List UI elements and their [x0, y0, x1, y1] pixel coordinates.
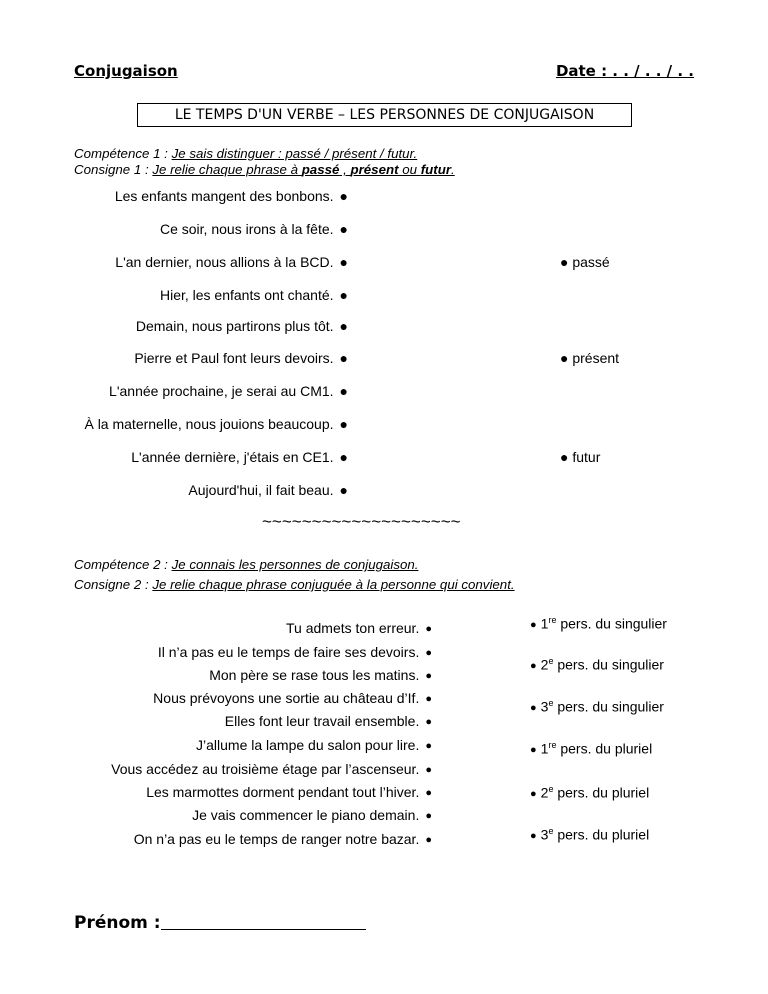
- link-dot[interactable]: ●: [530, 701, 537, 714]
- tilde-separator: ~~~~~~~~~~~~~~~~~~~~: [262, 512, 461, 531]
- ex1-sentence: À la maternelle, nous jouions beaucoup. ●: [84, 416, 348, 432]
- link-dot[interactable]: ●: [560, 350, 569, 366]
- link-dot[interactable]: ●: [560, 449, 569, 465]
- ex2-sentence: Il n’a pas eu le temps de faire ses devoirs. ●: [157, 644, 432, 660]
- worksheet-title: LE TEMPS D'UN VERBE – LES PERSONNES DE CONJUGAISON: [137, 103, 632, 127]
- person-3-plural: ● 3e pers. du pluriel: [530, 826, 650, 843]
- ex1-sentence: Pierre et Paul font leurs devoirs. ●: [134, 350, 348, 366]
- link-dot[interactable]: ●: [425, 716, 432, 728]
- consigne-1: [74, 162, 455, 177]
- consigne-1-text: Je relie chaque phrase à passé , présent ou futur.: [152, 162, 455, 177]
- link-dot[interactable]: ●: [339, 221, 348, 237]
- consigne-2-prefix: Consigne 2 :: [74, 577, 153, 592]
- ex1-sentence: L'année dernière, j'étais en CE1. ●: [131, 449, 348, 465]
- link-dot[interactable]: ●: [339, 188, 348, 204]
- link-dot[interactable]: ●: [560, 254, 569, 270]
- link-dot[interactable]: ●: [425, 834, 432, 846]
- link-dot[interactable]: ●: [339, 449, 348, 465]
- ex1-sentence: Demain, nous partirons plus tôt. ●: [135, 318, 348, 334]
- ex2-sentence: On n’a pas eu le temps de ranger notre bazar. ●: [133, 831, 432, 847]
- link-dot[interactable]: ●: [425, 810, 432, 822]
- link-dot[interactable]: ●: [425, 623, 432, 635]
- person-1-plural: ● 1re pers. du pluriel: [530, 740, 653, 757]
- consigne-2-text: Je relie chaque phrase conjuguée à la personne qui convient.: [152, 577, 515, 592]
- ex1-sentence: Les enfants mangent des bonbons. ●: [114, 188, 348, 204]
- link-dot[interactable]: ●: [425, 740, 432, 752]
- link-dot[interactable]: ●: [530, 829, 537, 842]
- competence-1: [74, 146, 417, 161]
- link-dot[interactable]: ●: [339, 287, 348, 303]
- ex1-sentence: Aujourd'hui, il fait beau. ●: [188, 482, 348, 498]
- person-2-plural: ● 2e pers. du pluriel: [530, 784, 650, 801]
- ex2-sentence: Elles font leur travail ensemble. ●: [224, 713, 432, 729]
- ex2-sentence: Mon père se rase tous les matins. ●: [209, 667, 432, 683]
- person-1-singular: ● 1re pers. du singulier: [530, 615, 667, 632]
- link-dot[interactable]: ●: [425, 647, 432, 659]
- ex1-sentence: Hier, les enfants ont chanté. ●: [159, 287, 348, 303]
- link-dot[interactable]: ●: [530, 618, 537, 631]
- ex1-sentence: L'année prochaine, je serai au CM1. ●: [109, 383, 348, 399]
- competence-2-prefix: Compétence 2 :: [74, 557, 172, 572]
- subject-heading: Conjugaison: [74, 62, 178, 80]
- link-dot[interactable]: ●: [339, 416, 348, 432]
- link-dot[interactable]: ●: [530, 743, 537, 756]
- ex2-sentence: Nous prévoyons une sortie au château d’If. ●: [153, 690, 432, 706]
- answer-present: ● présent: [560, 350, 620, 366]
- answer-futur: ● futur: [560, 449, 601, 465]
- ex1-sentence: Ce soir, nous irons à la fête. ●: [159, 221, 348, 237]
- ex2-sentence: Tu admets ton erreur. ●: [286, 620, 432, 636]
- person-3-singular: ● 3e pers. du singulier: [530, 698, 664, 715]
- person-2-singular: ● 2e pers. du singulier: [530, 656, 664, 673]
- prenom-label: Prénom :: [74, 913, 161, 933]
- competence-2-text: Je connais les personnes de conjugaison.: [171, 557, 419, 572]
- ex2-sentence: Les marmottes dorment pendant tout l’hiver. ●: [146, 784, 432, 800]
- consigne-2: [74, 577, 515, 592]
- competence-2: [74, 557, 418, 572]
- ex2-sentence: Vous accédez au troisième étage par l’ascenseur. ●: [111, 761, 432, 777]
- link-dot[interactable]: ●: [530, 659, 537, 672]
- prenom-input-line[interactable]: [161, 915, 366, 930]
- competence-1-text: Je sais distinguer : passé / présent / futur.: [171, 146, 418, 161]
- consigne-1-prefix: Consigne 1 :: [74, 162, 153, 177]
- ex1-sentence: L'an dernier, nous allions à la BCD. ●: [115, 254, 348, 270]
- answer-passe: ● passé: [560, 254, 610, 270]
- ex2-sentence: J’allume la lampe du salon pour lire. ●: [196, 737, 432, 753]
- competence-1-prefix: Compétence 1 :: [74, 146, 172, 161]
- link-dot[interactable]: ●: [425, 670, 432, 682]
- link-dot[interactable]: ●: [339, 482, 348, 498]
- link-dot[interactable]: ●: [425, 693, 432, 705]
- link-dot[interactable]: ●: [530, 787, 537, 800]
- link-dot[interactable]: ●: [339, 383, 348, 399]
- prenom-field: [74, 913, 366, 933]
- ex2-sentence: Je vais commencer le piano demain. ●: [192, 807, 432, 823]
- date-field-label: Date : . . / . . / . .: [555, 62, 694, 80]
- link-dot[interactable]: ●: [425, 764, 432, 776]
- link-dot[interactable]: ●: [339, 318, 348, 334]
- link-dot[interactable]: ●: [339, 350, 348, 366]
- link-dot[interactable]: ●: [425, 787, 432, 799]
- link-dot[interactable]: ●: [339, 254, 348, 270]
